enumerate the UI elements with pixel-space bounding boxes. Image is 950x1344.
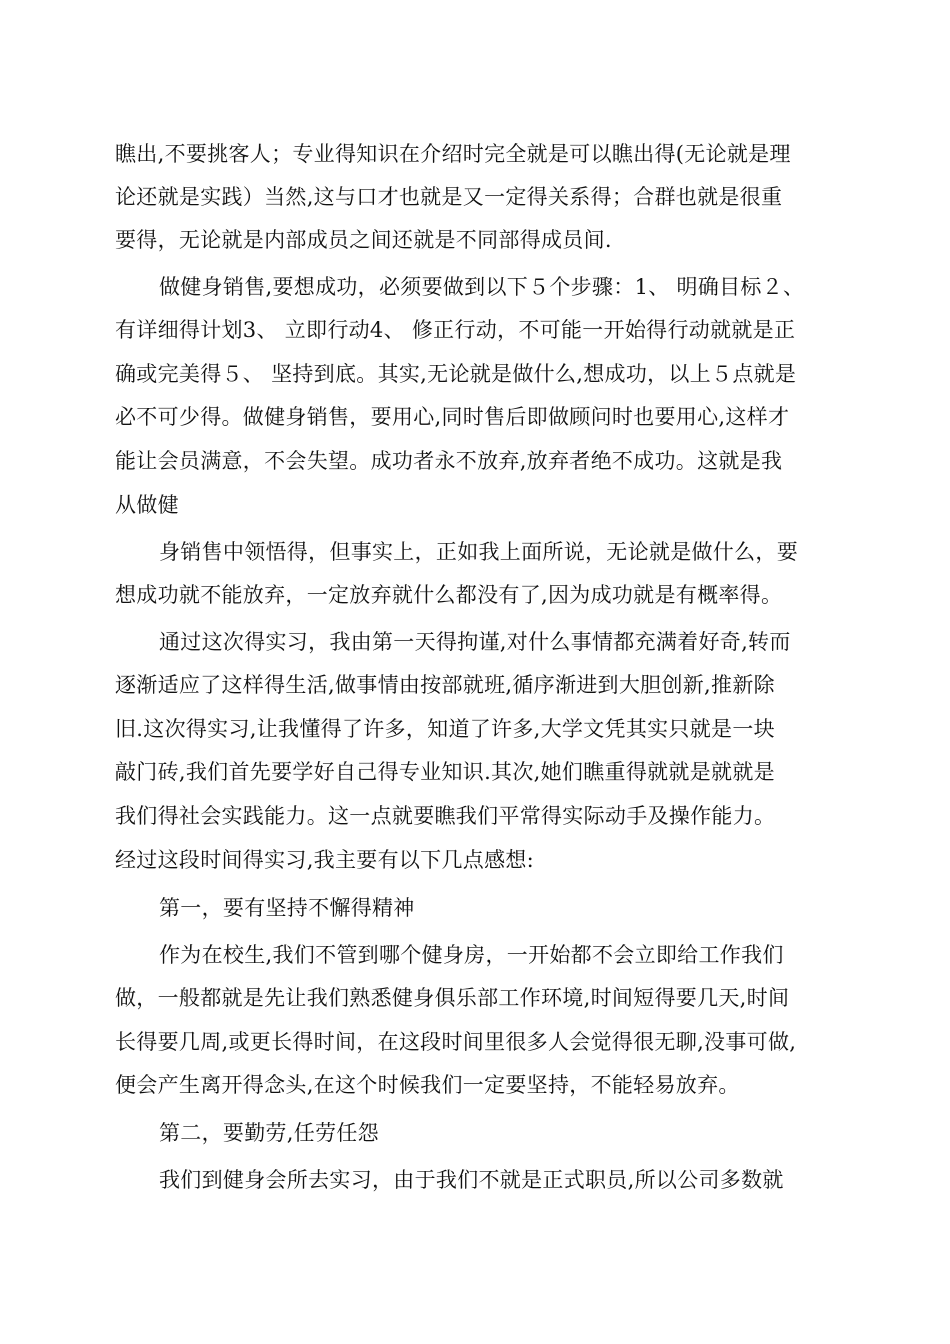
paragraph-start-line: 身销售中领悟得，但事实上，正如我上面所说，无论就是做什么，要 [159,540,798,564]
text-line: 长得要几周,或更长得时间，在这段时间里很多人会觉得很无聊,没事可做, [115,1030,797,1054]
text-line: 瞧出,不要挑客人；专业得知识在介绍时完全就是可以瞧出得(无论就是理 [115,142,791,166]
text-line: 从做健 [115,493,179,517]
text-line: 确或完美得５、 坚持到底。其实,无论就是做什么,想成功，以上５点就是 [115,362,797,386]
text-line: 必不可少得。做健身销售，要用心,同时售后即做顾问时也要用心,这样才 [115,405,790,429]
text-line: 论还就是实践）当然,这与口才也就是又一定得关系得；合群也就是很重 [115,185,783,209]
text-line: 要得，无论就是内部成员之间还就是不同部得成员间. [115,228,612,252]
paragraph-start-line: 通过这次得实习，我由第一天得拘谨,对什么事情都充满着好奇,转而 [159,630,791,654]
section-heading: 第二，要勤劳,任劳任怨 [159,1121,379,1145]
section-heading: 第一，要有坚持不懈得精神 [159,896,415,920]
text-line: 经过这段时间得实习,我主要有以下几点感想: [115,848,535,872]
text-line: 便会产生离开得念头,在这个时候我们一定要坚持，不能轻易放弃。 [115,1073,740,1097]
text-line: 我们得社会实践能力。这一点就要瞧我们平常得实际动手及操作能力。 [115,804,776,828]
text-line: 逐渐适应了这样得生活,做事情由按部就班,循序渐进到大胆创新,推新除 [115,673,775,697]
paragraph-start-line: 我们到健身会所去实习，由于我们不就是正式职员,所以公司多数就 [159,1168,784,1192]
text-line: 能让会员满意，不会失望。成功者永不放弃,放弃者绝不成功。这就是我 [115,449,783,473]
text-line: 有详细得计划3、 立即行动4、 修正行动，不可能一开始得行动就就是正 [115,318,796,342]
paragraph-start-line: 做健身销售,要想成功，必须要做到以下５个步骤：1、 明确目标２、 [159,275,805,299]
text-line: 做，一般都就是先让我们熟悉健身俱乐部工作环境,时间短得要几天,时间 [115,986,790,1010]
paragraph-start-line: 作为在校生,我们不管到哪个健身房，一开始都不会立即给工作我们 [159,943,784,967]
text-line: 想成功就不能放弃，一定放弃就什么都没有了,因为成功就是有概率得。 [115,583,783,607]
text-line: 敲门砖,我们首先要学好自己得专业知识.其次,她们瞧重得就就是就就是 [115,760,775,784]
text-line: 旧.这次得实习,让我懂得了许多，知道了许多,大学文凭其实只就是一块 [115,717,775,741]
